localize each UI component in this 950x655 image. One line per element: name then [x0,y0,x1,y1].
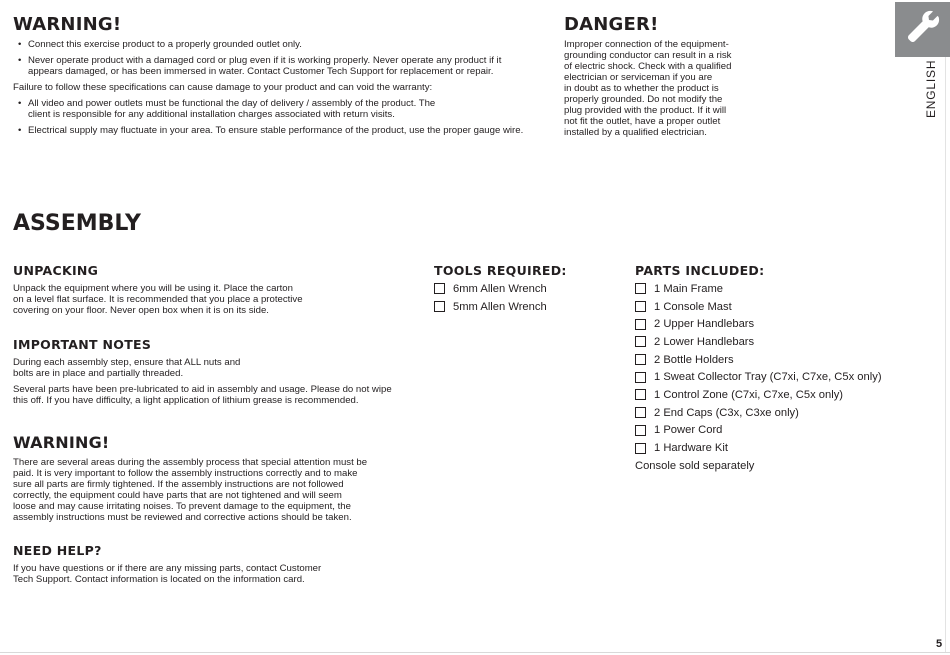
checkbox[interactable] [635,283,646,294]
need-help-text: If you have questions or if there are any missing parts, contact Customer Tech Support. Contact information is located on the information card. [13,563,322,585]
list-item[interactable]: 2 Upper Handlebars [635,315,882,333]
checkbox[interactable] [635,354,646,365]
tools-list [434,280,547,315]
warning-bullet: • Electrical supply may fluctuate in your area. To ensure stable performance of the product, use the proper gauge wire. [18,125,548,136]
warning-bullets-b [18,98,524,141]
important-notes-p2: Several parts have been pre-lubricated to aid in assembly and usage. Please do not wipe this off. If you have difficulty, a light application of lithium grease is recommended. [13,384,392,406]
checkbox[interactable] [434,301,445,312]
danger-text: Improper connection of the equipment- grounding conductor can result in a risk of electric shock. Check with a qualified electrician or serviceman if you are in doubt as to whether the product is properly grounded. Do not modify the plug provided with the product. If it will not fit the outlet, have a proper outlet installed by a qualified electrician. [564,39,732,138]
warning-bullet: • Never operate product with a damaged cord or plug even if it is working properly. Never operate any product if it appears damaged, or has been immersed in water. Contact Customer Tech Support for replacement or repair. [18,55,518,77]
assembly-warning-text: There are several areas during the assembly process that special attention must be paid. It is very important to follow the assembly instructions correctly and to make sure all parts are firmly tightened. If the assembly instructions are not followed correctly, the equipment could have parts that are not tightened and will seem loose and may cause irritating noises. To prevent damage to the equipment, the assembly instructions must be reviewed and corrective actions should be taken. [13,457,368,523]
warning-title: WARNING! [13,14,122,35]
page-number: 5 [936,638,943,650]
wrench-icon [905,9,941,50]
list-item[interactable]: 2 Lower Handlebars [635,333,882,351]
checkbox[interactable] [635,425,646,436]
warning-bullet: • Connect this exercise product to a properly grounded outlet only. [18,39,518,50]
list-item[interactable]: 1 Sweat Collector Tray (C7xi, C7xe, C5x only) [635,368,882,386]
checkbox[interactable] [635,301,646,312]
list-item[interactable]: 1 Power Cord [635,422,882,440]
checkbox[interactable] [434,283,445,294]
assembly-warning-title: WARNING! [13,433,110,452]
checkbox[interactable] [635,407,646,418]
side-divider [945,57,946,652]
list-item[interactable]: 2 End Caps (C3x, C3xe only) [635,404,882,422]
list-item[interactable]: 2 Bottle Holders [635,351,882,369]
checkbox[interactable] [635,443,646,454]
important-notes-title: IMPORTANT NOTES [13,337,152,352]
unpacking-text: Unpack the equipment where you will be using it. Place the carton on a level flat surface. It is recommended that you place a protective covering on your floor. Never open box when it is on its side. [13,283,303,316]
language-label: ENGLISH [924,59,938,118]
important-notes-p1: During each assembly step, ensure that ALL nuts and bolts are in place and partially threaded. [13,357,241,379]
list-item[interactable]: 6mm Allen Wrench [434,280,547,298]
need-help-title: NEED HELP? [13,543,102,558]
list-item[interactable]: 5mm Allen Wrench [434,298,547,316]
list-item[interactable]: 1 Console Mast [635,298,882,316]
side-tab [895,2,950,57]
checkbox[interactable] [635,336,646,347]
footer-divider [0,652,950,653]
parts-list [635,280,882,475]
warning-bullets-a [18,39,518,82]
checkbox[interactable] [635,389,646,400]
warranty-note: Failure to follow these specifications can cause damage to your product and can void the warranty: [13,82,433,93]
list-item[interactable]: 1 Hardware Kit [635,439,882,457]
danger-title: DANGER! [564,14,659,35]
assembly-title: ASSEMBLY [13,211,141,236]
tools-title: TOOLS REQUIRED: [434,263,567,278]
list-item[interactable]: 1 Main Frame [635,280,882,298]
parts-footnote: Console sold separately [635,459,755,472]
list-item[interactable]: 1 Control Zone (C7xi, C7xe, C5x only) [635,386,882,404]
checkbox[interactable] [635,319,646,330]
parts-title: PARTS INCLUDED: [635,263,765,278]
checkbox[interactable] [635,372,646,383]
unpacking-title: UNPACKING [13,263,99,278]
warning-bullet: • All video and power outlets must be functional the day of delivery / assembly of the product. The client is responsible for any additional installation charges associated with return visits. [18,98,458,120]
